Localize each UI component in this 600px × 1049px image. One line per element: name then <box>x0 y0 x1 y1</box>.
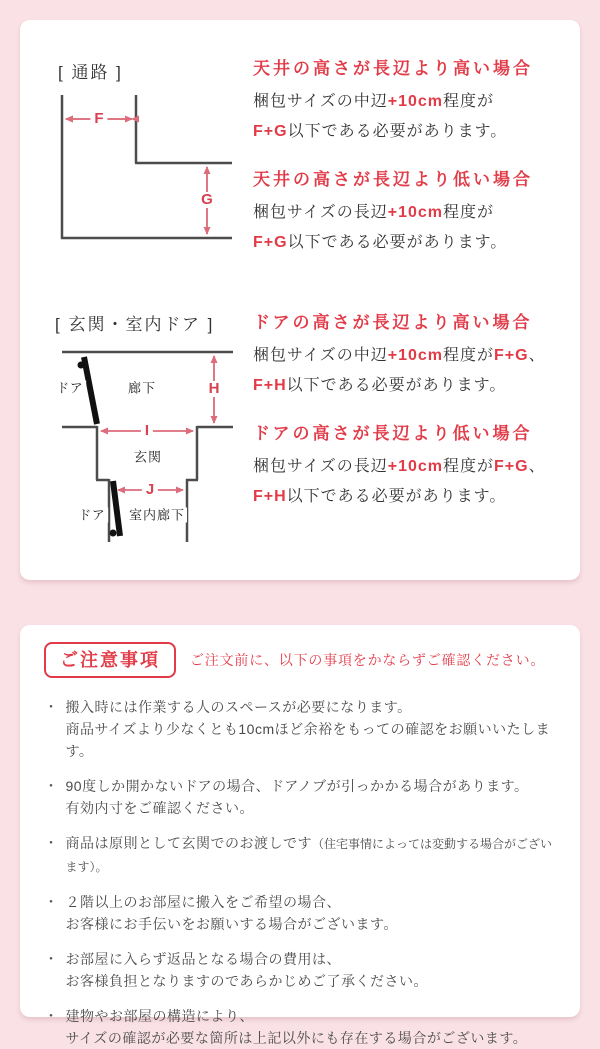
top-door-knob <box>78 362 85 369</box>
entrance-diagram-title: [ 玄関・室内ドア ] <box>55 315 215 334</box>
notice-item-text: 搬入時には作業する人のスペースが必要になります。 商品サイズより少なくとも10cmほど余裕をもっての確認をお願いいたします。 <box>65 699 551 759</box>
inner-hallway-label: 室内廊下 <box>128 507 186 523</box>
notice-item-bullet: ・ <box>44 894 59 910</box>
entrance-label: 玄関 <box>133 449 163 465</box>
notice-item-text: お部屋に入らず返品となる場合の費用は、 お客様負担となりますのであらかじめご了承ください。 <box>65 951 428 989</box>
passage-walls <box>61 95 232 239</box>
notice-card <box>20 625 580 1046</box>
notice-item <box>44 775 562 819</box>
ceiling-lower-block <box>253 168 573 258</box>
notice-item-bullet: ・ <box>44 835 59 851</box>
top-door-label: ドア <box>56 380 84 396</box>
notice-header <box>20 625 580 678</box>
hallway-label: 廊下 <box>127 380 157 396</box>
ceiling-lower-heading: 天井の高さが長辺より低い場合 <box>253 170 533 189</box>
notice-item-bullet: ・ <box>44 778 59 794</box>
notice-item <box>44 891 562 935</box>
ceiling-higher-text: 梱包サイズの中辺+10cm程度が F+G以下である必要があります。 <box>253 93 508 140</box>
entrance-arrows <box>101 356 214 490</box>
door-higher-block <box>253 311 573 401</box>
notice-item <box>44 696 562 762</box>
notice-badge: ご注意事項 <box>44 642 176 678</box>
notice-item-bullet: ・ <box>44 699 59 715</box>
door-lower-text: 梱包サイズの長辺+10cm程度がF+G、 F+H以下である必要があります。 <box>253 458 546 505</box>
bottom-door-knob <box>110 530 117 537</box>
door-higher-heading: ドアの高さが長辺より高い場合 <box>253 313 533 332</box>
passage-arrows <box>66 119 207 234</box>
measure-j-label: J <box>142 482 158 498</box>
notice-item-text: ２階以上のお部屋に搬入をご希望の場合、 お客様にお手伝いをお願いする場合がございます。 <box>65 894 398 932</box>
notice-item-text: 商品は原則として玄関でのお渡しです（住宅事情によっては変動する場合がございます）。 <box>65 835 553 874</box>
notice-item-text: 建物やお部屋の構造により、 サイズの確認が必要な箇所は上記以外にも存在する場合がございます。 <box>65 1008 528 1046</box>
passage-diagram-title: [ 通路 ] <box>58 63 123 82</box>
door-lower-block <box>253 422 573 512</box>
measure-i-label: I <box>141 423 153 439</box>
notice-item <box>44 948 562 992</box>
notice-lead-text: ご注文前に、以下の事項をかならずご確認ください。 <box>190 652 546 668</box>
door-higher-text: 梱包サイズの中辺+10cm程度がF+G、 F+H以下である必要があります。 <box>253 347 546 394</box>
notice-list <box>20 696 580 1049</box>
notice-item-bullet: ・ <box>44 951 59 967</box>
ceiling-lower-text: 梱包サイズの長辺+10cm程度が F+G以下である必要があります。 <box>253 204 508 251</box>
measure-f-label: F <box>90 111 107 127</box>
ceiling-higher-block <box>253 57 573 147</box>
notice-item-text: 90度しか開かないドアの場合、ドアノブが引っかかる場合があります。 有効内寸をご確認ください。 <box>65 778 529 816</box>
bottom-door-label: ドア <box>78 507 106 523</box>
ceiling-higher-heading: 天井の高さが長辺より高い場合 <box>253 59 533 78</box>
notice-item-bullet: ・ <box>44 1008 59 1024</box>
measurement-guide-card <box>20 20 580 580</box>
measure-h-label: H <box>205 381 224 397</box>
top-door-leaf <box>84 357 97 424</box>
door-lower-heading: ドアの高さが長辺より低い場合 <box>253 424 533 443</box>
measure-g-label: G <box>197 192 217 208</box>
notice-item <box>44 832 562 878</box>
bottom-door-leaf <box>113 481 120 536</box>
notice-item <box>44 1005 562 1049</box>
